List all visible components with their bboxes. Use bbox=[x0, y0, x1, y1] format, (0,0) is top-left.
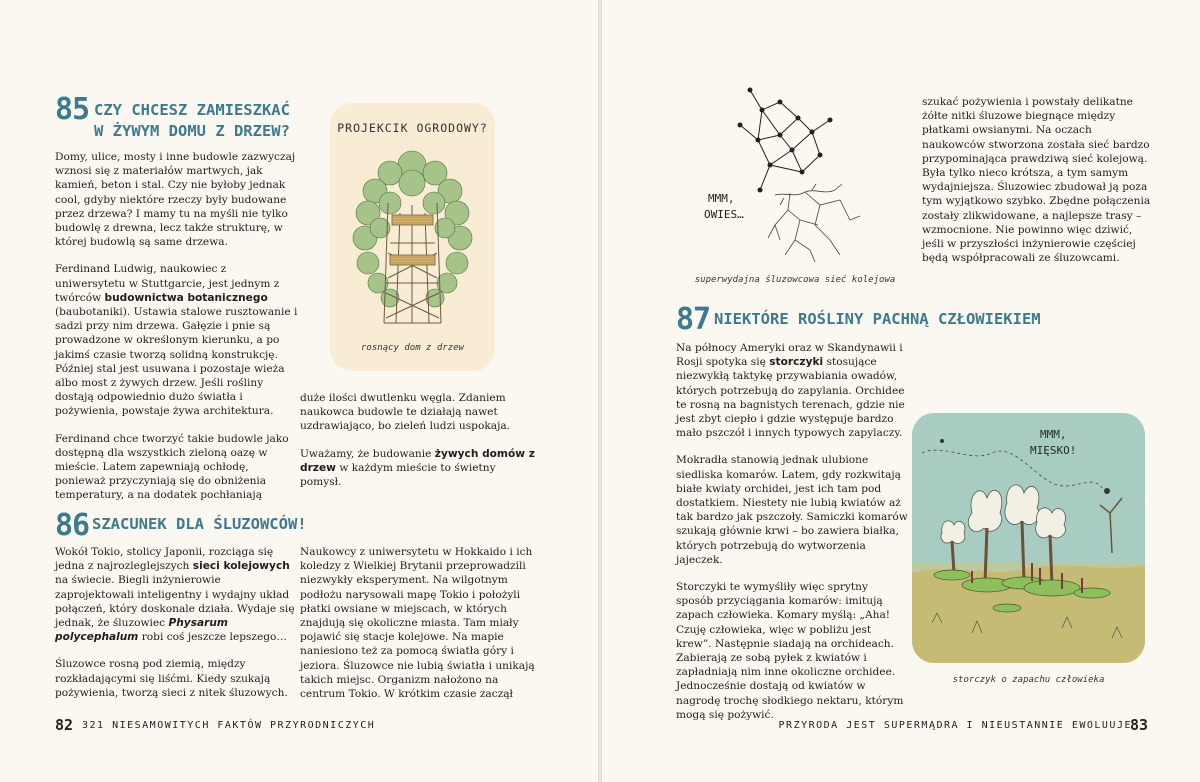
right-page-number: 83 bbox=[1130, 716, 1149, 734]
s86-paragraph-1 bbox=[55, 545, 295, 644]
s85-p5-text-a: Uważamy, że budowanie bbox=[300, 447, 432, 460]
right-running-footer: PRZYRODA JEST SUPERMĄDRA I NIEUSTANNIE EWOLUUJE bbox=[778, 720, 1132, 731]
slime-speech-line1: MMM, bbox=[708, 192, 735, 205]
s87-p1-text-a: Na północy Ameryki oraz w Skandynawii i Rosji spotyka się bbox=[676, 342, 903, 369]
slime-network-illustration bbox=[700, 80, 900, 280]
slime-speech-line2: OWIES… bbox=[704, 208, 744, 221]
s85-paragraph-1: Domy, ulice, mosty i inne budowle zazwyczaj wznosi się z materiałów martwych, jak kamień, beton i stal. Czy nie byłoby jednak cool, gdyby niektóre rzeczy były budowane przez drzewa? I mamy tu na myśli nie tylko budowlę z drewna, lecz także strukturę, w której budowlą są same drzewa. bbox=[55, 151, 296, 249]
section-85-title-line1: CZY CHCESZ ZAMIESZKAĆ bbox=[94, 101, 290, 119]
tree-house-caption: rosnący dom z drzew bbox=[361, 343, 464, 353]
s85-paragraph-3: Ferdinand chce tworzyć takie budowle jako dostępną dla wszystkich zieloną oazę w mieście. Latem zapewniają ochłodę, ponieważ przyczyniają się do obniżenia temperatury, a na dodatek pochłaniają bbox=[55, 432, 289, 502]
tree-house-card-title: PROJEKCIK OGRODOWY? bbox=[337, 121, 488, 135]
s85-paragraph-4: duże ilości dwutlenku węgla. Zdaniem naukowca budowle te działają nawet uzdrawiająco, bo zieleń ludzi uspokaja. bbox=[300, 392, 511, 433]
s86-bold-railway-networks: sieci kolejowych bbox=[192, 560, 290, 573]
section-86-column-2 bbox=[300, 545, 540, 714]
section-86-column-1 bbox=[55, 545, 295, 713]
s85-bold-botanical-building: budownictwa botanicznego bbox=[104, 291, 268, 304]
s86-bold-physarum: Physarum polycephalum bbox=[55, 617, 228, 644]
tree-house-illustration bbox=[350, 143, 475, 343]
s87-paragraph-2: Mokradła stanowią jednak ulubione siedliska komarów. Latem, gdy rozkwitają białe kwiaty orchidei, jest ich tam pod dostatkiem. Niestety nie lubią kwiatów aż tak bardzo jak pszczoły. Samiczki komarów szukają głównie krwi – bo zawiera białka, których potrzebują do wytworzenia jajeczek. bbox=[676, 454, 908, 566]
s85-paragraph-2 bbox=[55, 262, 300, 418]
s86-paragraph-2: Śluzowce rosną pod ziemią, między rozkładającymi się liśćmi. Kiedy szukają pożywienia, tworzą sieci z nitek śluzowych. bbox=[55, 658, 288, 699]
section-85-column-2 bbox=[300, 391, 540, 502]
section-86-number: 86 bbox=[55, 508, 90, 543]
s87-paragraph-1 bbox=[676, 341, 908, 440]
s86-p1-text-c: na świecie. Biegli inżynierowie zaprojektowali inteligentny i wydajny układ połączeń, który doskonale działa. Wydaje się jednak, że śluzowiec bbox=[55, 574, 295, 630]
s85-p2-text-c: (baubotaniki). Ustawia stalowe rusztowanie i sadzi przy nim drzewa. Gałęzie i pnie są prowadzone w określonym kierunku, a po jakimś czasie tworzą solidną konstrukcję. Później stal jest usuwana i pozostaje wieża albo most z żywych drzew. Jeśli rośliny dostają odpowiednio dużo światła i pożywienia, powstaje żywa architektura. bbox=[55, 306, 298, 418]
section-85-title bbox=[94, 100, 290, 142]
s85-paragraph-5 bbox=[300, 447, 540, 490]
orchid-swamp-illustration bbox=[912, 413, 1145, 663]
left-page-number: 82 bbox=[55, 716, 74, 734]
section-86-column-3 bbox=[922, 95, 1154, 278]
s85-bold-living-tree-houses: żywych domów z drzew bbox=[300, 447, 535, 474]
book-gutter bbox=[598, 0, 602, 782]
orchid-speech-line2: MIĘSKO! bbox=[1030, 444, 1077, 457]
section-87-column bbox=[676, 341, 908, 735]
s87-p1-text-c: stosujące niezwykłą taktykę przywabiania owadów, których potrzebują do zapylania. Orchidee te rosną na bagnistych terenach, gdzie nie jest zbyt ciepło i gdzie występuje bardzo mało pszczół i innych typowych zapylaczy. bbox=[676, 356, 905, 440]
section-85-number: 85 bbox=[55, 92, 90, 127]
s86-p1-text-a: Wokół Tokio, stolicy Japonii, rozciąga się jedna z najrozleglejszych bbox=[55, 546, 274, 573]
section-87-number: 87 bbox=[676, 302, 711, 337]
s86-paragraph-4: szukać pożywienia i powstały delikatne żółte nitki śluzowe biegnące między płatkami owsianymi. Na oczach naukowców stworzona została sieć bardzo przypominająca prawdziwą sieć kolejową. Była tylko nieco krótsza, a tym samym wydajniejsza. Śluzowiec zbudował ją poza tym wyjątkowo szybko. Zbędne połączenia zostały zlikwidowane, a najlepsze trasy – wzmocnione. Nie powinno więc dziwić, jeśli w przyszłości inżynierowie częściej będą współpracowali ze śluzowcami. bbox=[922, 96, 1151, 265]
orchid-speech-line1: MMM, bbox=[1040, 428, 1067, 441]
left-running-footer: 321 NIESAMOWITYCH FAKTÓW PRZYRODNICZYCH bbox=[82, 720, 376, 731]
orchid-caption: storczyk o zapachu człowieka bbox=[952, 675, 1105, 685]
s86-paragraph-3: Naukowcy z uniwersytetu w Hokkaido i ich koledzy z Wielkiej Brytanii przeprowadzili niezwykły eksperyment. Na wilgotnym podłożu narysowali mapę Tokio i położyli płatki owsiane w miejscach, w których znajdują się okoliczne miasta. Tam miały pojawić się stacje kolejowe. Na mapie naniesiono też za pomocą światła góry i jeziora. Śluzowce nie lubią światła i unikają takich miejsc. Organizm nałożono na centrum Tokio. W krótkim czasie zaczął bbox=[300, 546, 535, 701]
s85-p5-text-c: w każdym mieście to świetny pomysł. bbox=[300, 461, 496, 489]
section-85-title-line2: W ŻYWYM DOMU Z DRZEW? bbox=[94, 122, 290, 140]
s85-p2-text-a: Ferdinand Ludwig, naukowiec z uniwersytetu w Stuttgarcie, jest jednym z twórców bbox=[55, 263, 280, 304]
s87-bold-orchids: storczyki bbox=[769, 356, 824, 369]
section-85-column-1 bbox=[55, 150, 300, 516]
slime-network-caption: superwydajna śluzowcowa sieć kolejowa bbox=[694, 275, 896, 285]
s87-paragraph-3: Storczyki te wymyśliły więc sprytny sposób przyciągania komarów: imitują zapach człowieka. Komary myślą: „Aha! Czuję człowieka, więc w pobliżu jest krew”. Następnie siadają na orchideach. Zabierają ze sobą pyłek z kwiatów i zapładniają nim inne okoliczne orchidee. Jednocześnie dostają od kwiatów w nagrodę trochę słodkiego nektaru, którym mogą się pożywić. bbox=[676, 581, 904, 721]
tree-house-card bbox=[330, 103, 495, 371]
section-87-title: NIEKTÓRE ROŚLINY PACHNĄ CZŁOWIEKIEM bbox=[714, 310, 1041, 328]
section-86-title: SZACUNEK DLA ŚLUZOWCÓW! bbox=[92, 515, 307, 533]
orchid-swamp-card bbox=[912, 413, 1145, 663]
s86-p1-text-e: robi coś jeszcze lepszego… bbox=[141, 631, 288, 644]
